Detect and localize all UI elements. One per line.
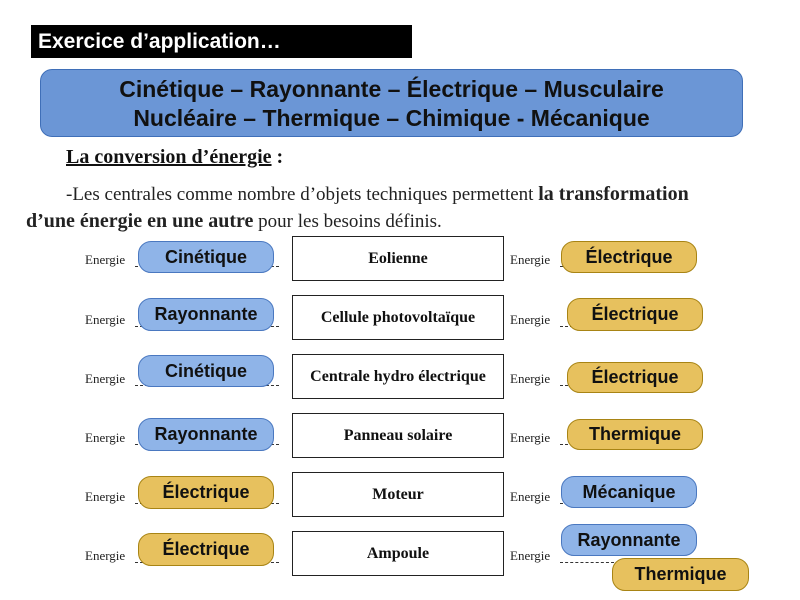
paragraph-bold-2: d’une énergie en une autre — [26, 210, 254, 232]
intro-paragraph — [26, 181, 774, 235]
output-pill-6a[interactable]: Rayonnante — [561, 524, 697, 556]
input-pill-3[interactable]: Cinétique — [138, 355, 274, 387]
energy-label-out-1: Energie — [510, 252, 551, 267]
paragraph-bold-1: la transformation — [538, 183, 689, 205]
output-pill-4[interactable]: Thermique — [567, 419, 703, 450]
energy-label-in-3: Energie — [85, 371, 126, 386]
energy-label-in-6: Energie — [85, 548, 126, 563]
device-box-1: Eolienne — [292, 236, 504, 281]
word-bank-line-2: Nucléaire – Thermique – Chimique - Mécanique — [133, 105, 650, 131]
output-pill-5[interactable]: Mécanique — [561, 476, 697, 508]
device-box-5: Moteur — [292, 472, 504, 517]
section-title — [66, 146, 283, 169]
section-title-colon: : — [271, 146, 284, 168]
energy-label-in-2: Energie — [85, 312, 126, 327]
energy-label-in-5: Energie — [85, 489, 126, 504]
energy-label-out-6: Energie — [510, 548, 551, 563]
paragraph-part-1: -Les centrales comme nombre d’objets techniques permettent — [66, 184, 539, 205]
section-title-text: La conversion d’énergie — [66, 146, 272, 168]
output-pill-2[interactable]: Électrique — [567, 298, 703, 331]
input-pill-6[interactable]: Électrique — [138, 533, 274, 566]
input-pill-5[interactable]: Électrique — [138, 476, 274, 509]
energy-label-in-1: Energie — [85, 252, 126, 267]
device-box-6: Ampoule — [292, 531, 504, 576]
energy-label-in-4: Energie — [85, 430, 126, 445]
energy-label-out-3: Energie — [510, 371, 551, 386]
output-pill-3[interactable]: Électrique — [567, 362, 703, 393]
exercise-title: Exercice d’application… — [31, 25, 412, 58]
word-bank-line-1: Cinétique – Rayonnante – Électrique – Musculaire — [119, 76, 664, 102]
output-pill-6b[interactable]: Thermique — [612, 558, 749, 591]
energy-label-out-5: Energie — [510, 489, 551, 504]
paragraph-part-2: pour les besoins définis. — [253, 211, 442, 232]
energy-label-out-4: Energie — [510, 430, 551, 445]
energy-label-out-2: Energie — [510, 312, 551, 327]
input-pill-4[interactable]: Rayonnante — [138, 418, 274, 451]
input-pill-1[interactable]: Cinétique — [138, 241, 274, 273]
output-pill-1[interactable]: Électrique — [561, 241, 697, 273]
word-bank — [40, 69, 743, 137]
input-pill-2[interactable]: Rayonnante — [138, 298, 274, 331]
device-box-4: Panneau solaire — [292, 413, 504, 458]
device-box-3: Centrale hydro électrique — [292, 354, 504, 399]
device-box-2: Cellule photovoltaïque — [292, 295, 504, 340]
